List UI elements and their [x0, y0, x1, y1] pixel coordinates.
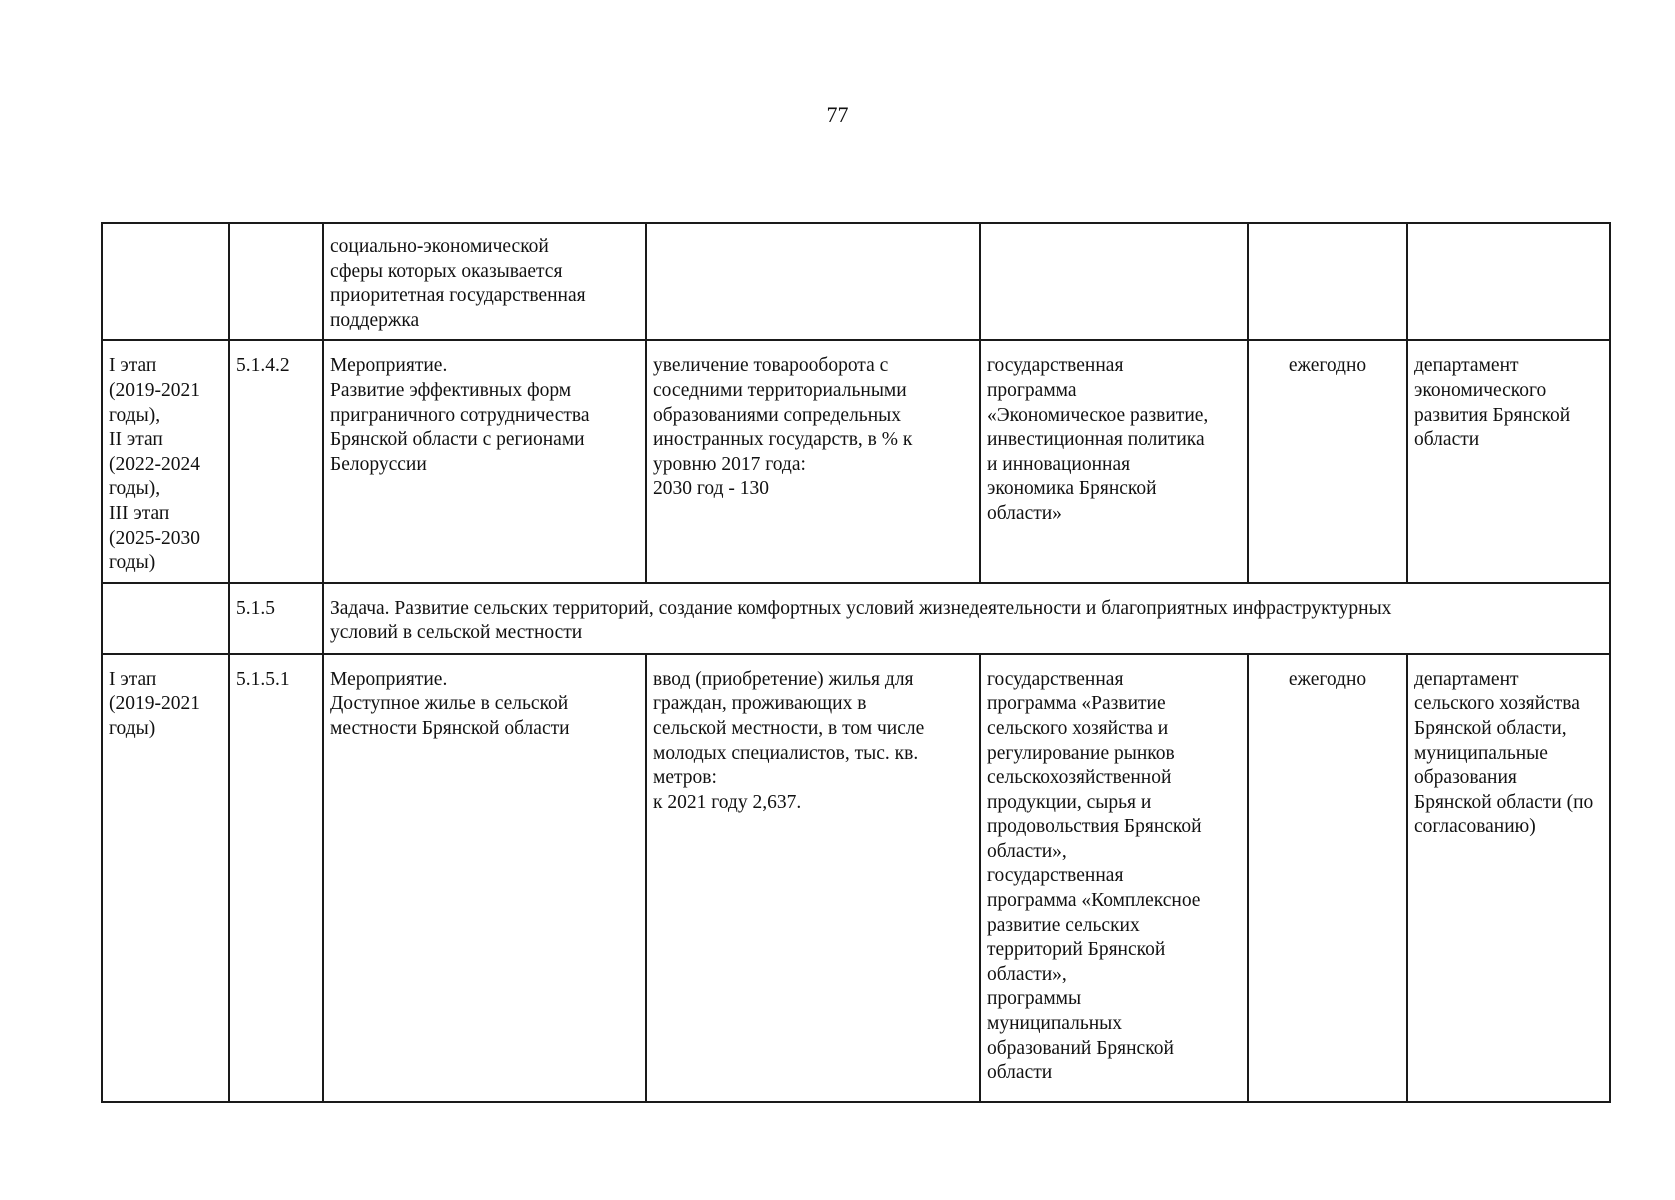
- code-cell: 5.1.5.1: [229, 654, 323, 1102]
- page-number: 77: [826, 102, 849, 127]
- table-row-5-1-5-task: [102, 583, 1610, 654]
- code-cell: 5.1.5: [229, 583, 323, 654]
- indicator-cell: увеличение товарооборота с соседними территориальными образованиями сопредельных иностранных государств, в % к уровню 2017 года: 2030 год - 130: [646, 340, 980, 582]
- title-cell: Мероприятие. Доступное жилье в сельской местности Брянской области: [323, 654, 646, 1102]
- executor-cell: [1407, 223, 1610, 340]
- period-cell: [1248, 223, 1407, 340]
- table-row-continuation: [102, 223, 1610, 340]
- stage-cell: I этап (2019-2021 годы): [102, 654, 229, 1102]
- stage-cell: [102, 583, 229, 654]
- title-cell: социально-экономической сферы которых оказывается приоритетная государственная поддержка: [323, 223, 646, 340]
- period-cell: ежегодно: [1248, 654, 1407, 1102]
- code-cell: 5.1.4.2: [229, 340, 323, 582]
- table-row-5-1-5-1: [102, 654, 1610, 1102]
- period-cell: ежегодно: [1248, 340, 1407, 582]
- program-cell: государственная программа «Экономическое развитие, инвестиционная политика и инновационная экономика Брянской области»: [980, 340, 1248, 582]
- program-cell: [980, 223, 1248, 340]
- indicator-cell: ввод (приобретение) жилья для граждан, проживающих в сельской местности, в том числе молодых специалистов, тыс. кв. метров: к 2021 году 2,637.: [646, 654, 980, 1102]
- indicator-cell: [646, 223, 980, 340]
- code-cell: [229, 223, 323, 340]
- task-cell: Задача. Развитие сельских территорий, создание комфортных условий жизнедеятельности и благоприятных инфраструктурных условий в сельской местности: [323, 583, 1610, 654]
- table-row-5-1-4-2: [102, 340, 1610, 582]
- title-cell: Мероприятие. Развитие эффективных форм приграничного сотрудничества Брянской области с регионами Белоруссии: [323, 340, 646, 582]
- executor-cell: департамент сельского хозяйства Брянской области, муниципальные образования Брянской области (по согласованию): [1407, 654, 1610, 1102]
- program-cell: государственная программа «Развитие сельского хозяйства и регулирование рынков сельскохозяйственной продукции, сырья и продовольствия Брянской области», государственная программа «Комплексное развитие сельских территорий Брянской области», программы муниципальных образований Брянской области: [980, 654, 1248, 1102]
- stage-cell: I этап (2019-2021 годы), II этап (2022-2024 годы), III этап (2025-2030 годы): [102, 340, 229, 582]
- stage-cell: [102, 223, 229, 340]
- program-activities-table: [101, 222, 1611, 1103]
- executor-cell: департамент экономического развития Брянской области: [1407, 340, 1610, 582]
